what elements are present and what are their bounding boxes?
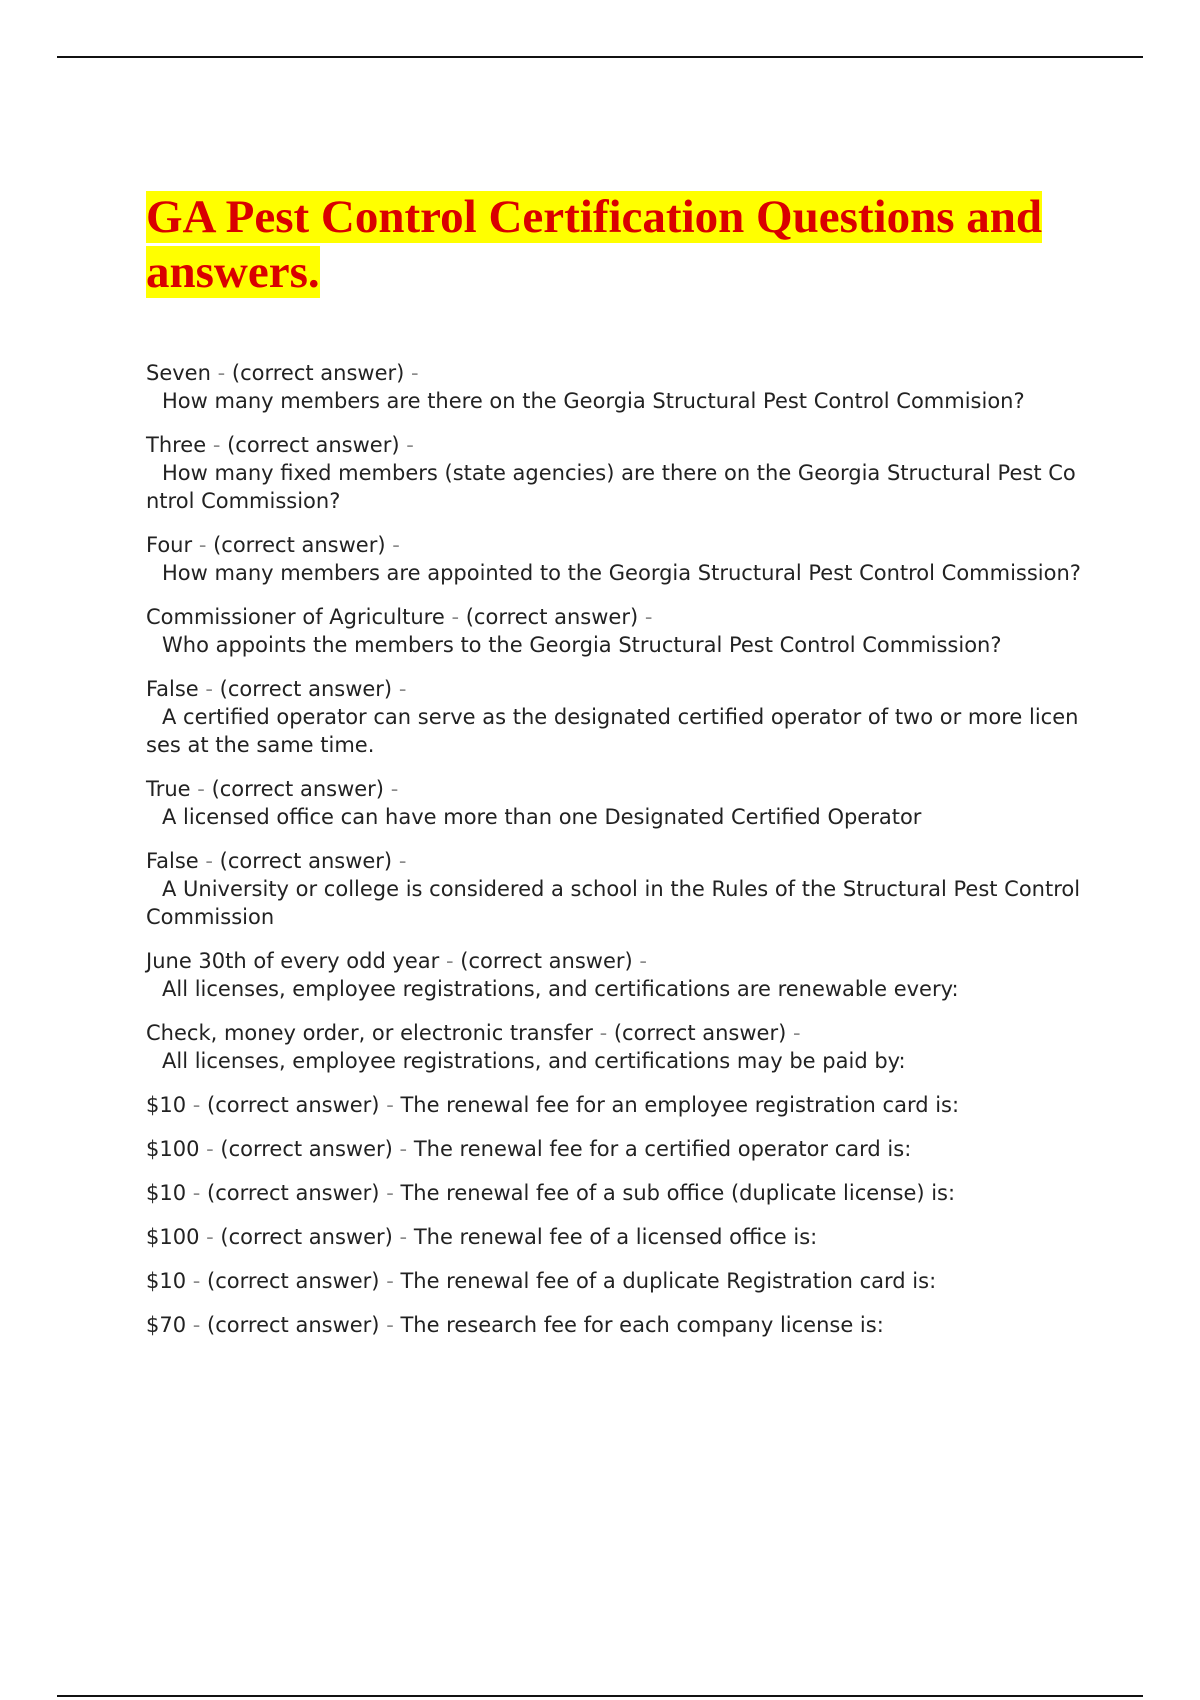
question-text: Who appoints the members to the Georgia Structural Pest Control Commission? (162, 633, 1002, 657)
answer-text: $10 (146, 1269, 187, 1293)
question-text: A University or college is considered a school in the Rules of the Structural Pest Control Commission (146, 877, 1081, 929)
top-rule (57, 56, 1143, 58)
question-text: A licensed office can have more than one Designated Certified Operator (162, 805, 922, 829)
qa-item: $10 - (correct answer) - The renewal fee of a sub office (duplicate license) is: (146, 1181, 956, 1205)
answer-tag: (correct answer) (231, 361, 405, 385)
answer-tag: (correct answer) (207, 1313, 380, 1337)
document-title (146, 190, 1086, 300)
question-text: All licenses, employee registrations, and certifications are renewable every: (162, 977, 959, 1001)
answer-tag: (correct answer) (211, 777, 385, 801)
answer-text: Seven (146, 361, 211, 385)
qa-item: $10 - (correct answer) - The renewal fee of a duplicate Registration card is: (146, 1269, 937, 1293)
qa-item: Commissioner of Agriculture - (correct answer) - Who appoints the members to the Georgia Structural Pest Control Commission? (146, 603, 1086, 659)
question-text: All licenses, employee registrations, and certifications may be paid by: (162, 1049, 906, 1073)
answer-tag: (correct answer) (207, 1269, 380, 1293)
qa-item: $100 - (correct answer) - The renewal fee of a licensed office is: (146, 1225, 818, 1249)
qa-item: False - (correct answer) - A University or college is considered a school in the Rules of the Structural Pest Control Commission (146, 847, 1086, 931)
bottom-rule (57, 1695, 1143, 1697)
answer-tag: (correct answer) (207, 1093, 380, 1117)
question-text: How many members are there on the Georgia Structural Pest Control Commision? (162, 389, 1025, 413)
answer-text: $10 (146, 1181, 187, 1205)
question-text: How many members are appointed to the Georgia Structural Pest Control Commission? (162, 561, 1081, 585)
answer-text: False (146, 677, 199, 701)
answer-text: Three (146, 433, 207, 457)
answer-text: False (146, 849, 199, 873)
question-text: A certified operator can serve as the designated certified operator of two or more licenses at the same time. (146, 705, 1079, 757)
qa-item: True - (correct answer) - A licensed office can have more than one Designated Certified Operator (146, 775, 1086, 831)
qa-item: Four - (correct answer) - How many members are appointed to the Georgia Structural Pest Control Commission? (146, 531, 1086, 587)
answer-tag: (correct answer) (219, 849, 393, 873)
answer-tag: (correct answer) (460, 949, 633, 973)
answer-tag: (correct answer) (613, 1021, 787, 1045)
answer-text: True (146, 777, 191, 801)
qa-list (146, 359, 1086, 1339)
qa-item: Check, money order, or electronic transfer - (correct answer) - All licenses, employee registrations, and certifications may be paid by: (146, 1019, 1086, 1075)
question-text: The renewal fee of a duplicate Registration card is: (400, 1269, 937, 1293)
document-body (146, 190, 1086, 1355)
document-title-text: GA Pest Control Certification Questions and answers. (146, 191, 1043, 298)
answer-text: $100 (146, 1225, 200, 1249)
answer-text: Commissioner of Agriculture (146, 605, 445, 629)
qa-item: $100 - (correct answer) - The renewal fee for a certified operator card is: (146, 1137, 912, 1161)
answer-tag: (correct answer) (207, 1181, 380, 1205)
answer-tag: (correct answer) (220, 1137, 393, 1161)
question-text: The renewal fee of a licensed office is: (413, 1225, 818, 1249)
answer-tag: (correct answer) (227, 433, 400, 457)
answer-text: Check, money order, or electronic transfer (146, 1021, 593, 1045)
question-text: The renewal fee for a certified operator card is: (413, 1137, 912, 1161)
answer-tag: (correct answer) (213, 533, 386, 557)
answer-tag: (correct answer) (465, 605, 639, 629)
qa-item: Seven - (correct answer) - How many members are there on the Georgia Structural Pest Control Commision? (146, 359, 1086, 415)
question-text: The renewal fee of a sub office (duplicate license) is: (400, 1181, 956, 1205)
answer-text: June 30th of every odd year (146, 949, 440, 973)
answer-tag: (correct answer) (219, 677, 393, 701)
answer-text: Four (146, 533, 193, 557)
question-text: How many fixed members (state agencies) are there on the Georgia Structural Pest Control Commission? (146, 461, 1076, 513)
answer-text: $70 (146, 1313, 187, 1337)
qa-item: June 30th of every odd year - (correct answer) - All licenses, employee registrations, and certifications are renewable every: (146, 947, 1086, 1003)
qa-item: $10 - (correct answer) - The renewal fee for an employee registration card is: (146, 1093, 960, 1117)
answer-text: $10 (146, 1093, 187, 1117)
question-text: The renewal fee for an employee registration card is: (400, 1093, 960, 1117)
question-text: The research fee for each company license is: (400, 1313, 884, 1337)
qa-item: Three - (correct answer) - How many fixed members (state agencies) are there on the Georgia Structural Pest Control Commission? (146, 431, 1086, 515)
answer-text: $100 (146, 1137, 200, 1161)
qa-item: $70 - (correct answer) - The research fee for each company license is: (146, 1313, 884, 1337)
answer-tag: (correct answer) (220, 1225, 393, 1249)
qa-item: False - (correct answer) - A certified operator can serve as the designated certified operator of two or more licenses at the same time. (146, 675, 1086, 759)
